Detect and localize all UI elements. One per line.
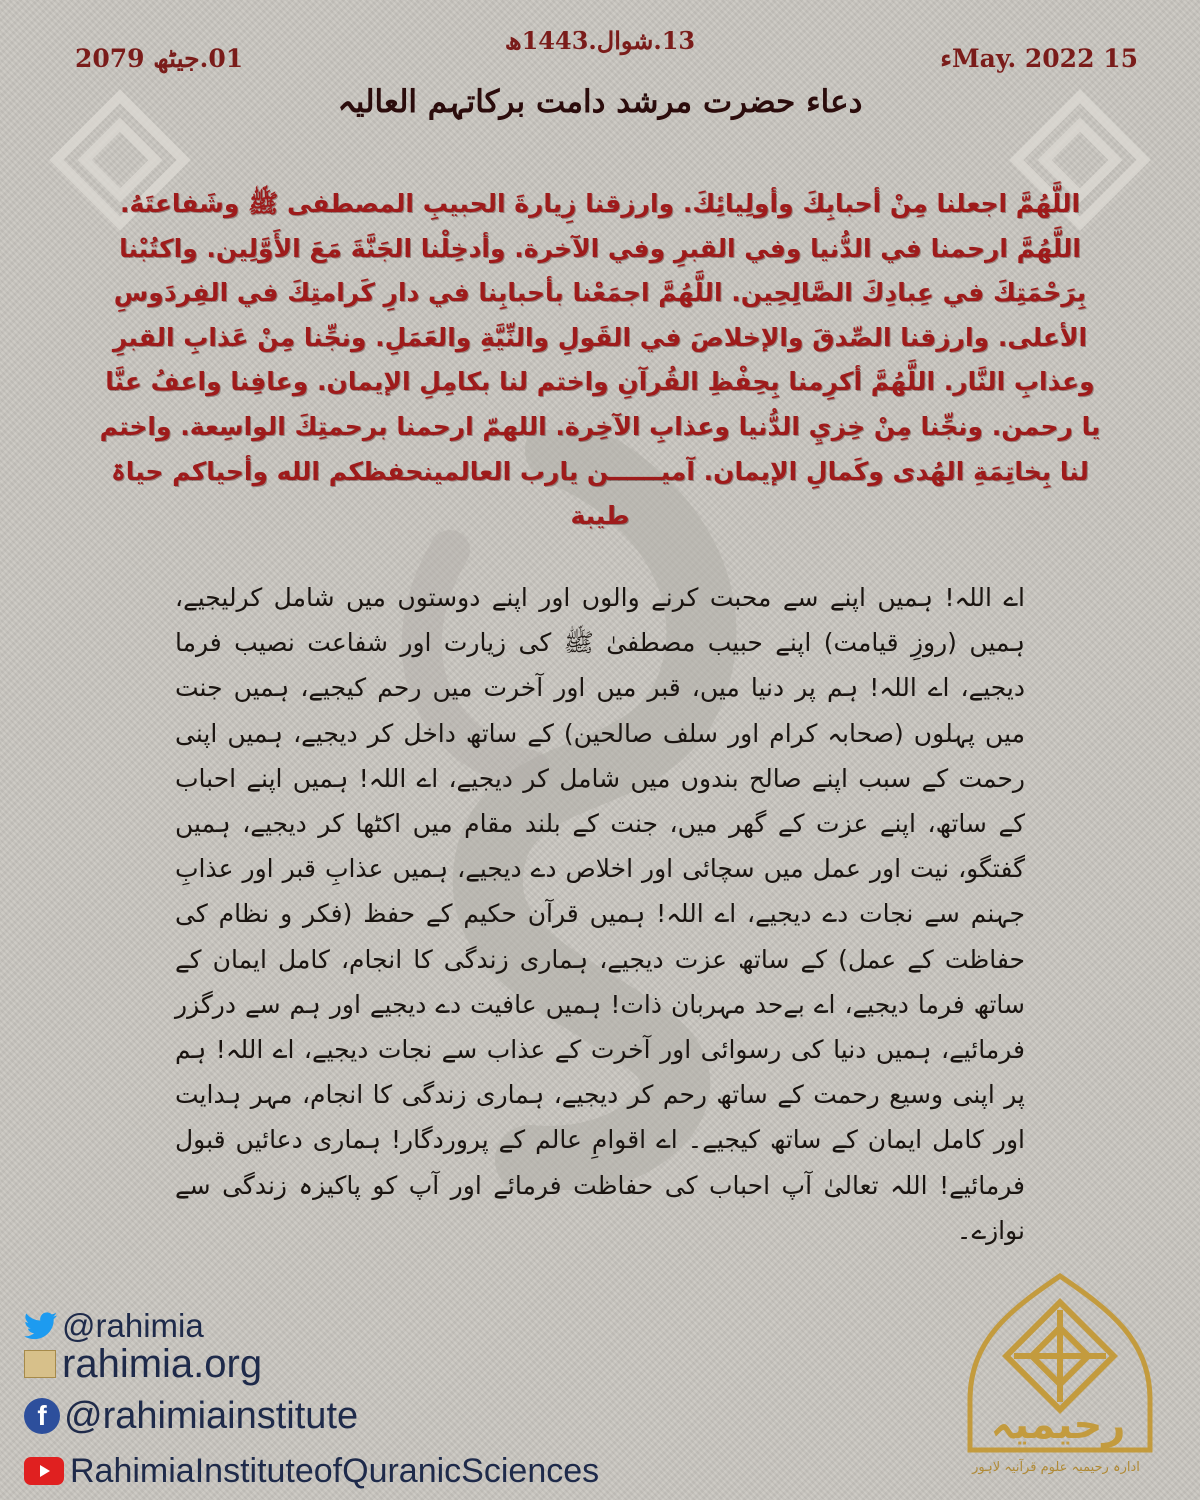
twitter-icon (24, 1312, 58, 1340)
website-link[interactable] (24, 1342, 644, 1386)
facebook-handle: @rahimiainstitute (64, 1394, 359, 1437)
youtube-link[interactable] (24, 1449, 644, 1493)
globe-icon (24, 1350, 56, 1378)
arabic-dua-text: اللَّهُمَّ اجعلنا مِنْ أحبابِكَ وأولِيائِكَ. وارزقنا زِيارةَ الحبيبِ المصطفى ﷺ وشَفاعتَهُ. اللَّهُمَّ ارحمنا في الدُّنيا وفي القبرِ وفي الآخرة. وأدخِلْنا الجَنَّةَ مَعَ الأَوَّلِين. واكتُبْنا بِرَحْمَتِكَ في عِبادِكَ الصَّالِحِين. اللَّهُمَّ اجمَعْنا بأحبابِنا في دارِ كَرامتِكَ في الفِردَوسِ الأعلى. وارزقنا الصِّدقَ والإخلاصَ في القَولِ والنِّيَّةِ والعَمَلِ. ونجِّنا مِنْ عَذابِ القبرِ وعذابِ النَّار. اللَّهُمَّ أكرِمنا بِحِفْظِ القُرآنِ واختم لنا بكامِلِ الإيمان. وعافِنا واعفُ عنَّا يا رحمن. ونجِّنا مِنْ خِزيِ الدُّنيا وعذابِ الآخِرة. اللهمّ ارحمنا برحمتِكَ الواسِعة. واختم لنا بِخاتِمَةِ الهُدى وكَمالِ الإيمان. آمیــــــن یارب العالمینحفظکم الله وأحیاکم حیاۃ طیبة (99, 189, 1101, 531)
facebook-link[interactable] (24, 1394, 644, 1438)
website-url: rahimia.org (62, 1341, 263, 1386)
logo-tagline: ادارہ رحیمیہ علوم قرآنیہ لاہور (972, 1460, 1140, 1475)
hijri-date: 13.شوال.1443ھ (504, 26, 696, 55)
gregorian-date: 15 May. 2022ء (940, 44, 1138, 73)
logo-name: رحیمیہ (990, 1402, 1126, 1448)
urdu-translation-text: اے اللہ! ہمیں اپنے سے محبت کرنے والوں اور اپنے دوستوں میں شامل کرلیجیے، ہمیں (روزِ قیامت) اپنے حبیب مصطفیٰ ﷺ کی زیارت اور شفاعت نصیب فرما دیجیے، اے اللہ! ہم پر دنیا میں، قبر میں اور آخرت میں رحم کیجیے، ہمیں جنت میں پہلوں (صحابہ کرام اور سلف صالحین) کے ساتھ داخل کر دیجیے، ہمیں اپنی رحمت کے سبب اپنے صالح بندوں میں شامل کر دیجیے، اے اللہ! ہمیں اپنے احباب کے ساتھ، اپنے عزت کے گھر میں، جنت کے بلند مقام میں اکٹھا کر دیجیے، ہمیں گفتگو، نیت اور عمل میں سچائی اور اخلاص دے دیجیے، ہمیں عذابِ قبر اور عذابِ جہنم سے نجات دے دیجیے، اے اللہ! ہمیں قرآن حکیم کے حفظ (فکر و نظام کی حفاظت کے عمل) کے ساتھ عزت دیجیے، ہماری زندگی کا انجام، کامل ایمان کے ساتھ فرما دیجیے، اے بےحد مہربان ذات! ہمیں عافیت دے دیجیے اور ہم سے درگزر فرمائیے، ہمیں دنیا کی رسوائی اور آخرت کے عذاب سے نجات دیجیے، اے اللہ! ہم پر اپنی وسیع رحمت کے ساتھ رحم کر دیجیے، ہماری زندگی کا انجام، مہر ہدایت اور کامل ایمان کے ساتھ کیجیے۔ اے اقوامِ عالم کے پروردگار! ہماری دعائیں قبول فرمائیے! اللہ تعالیٰ آپ احباب کی حفاظت فرمائے اور آپ کو پاکیزہ زندگی سے نوازے۔ (175, 583, 1025, 1245)
youtube-channel: RahimiaInstituteofQuranicSciences (70, 1451, 600, 1490)
facebook-icon: f (24, 1398, 60, 1434)
bikram-date: 01.جیٹھ 2079 (75, 44, 244, 73)
youtube-icon (24, 1457, 64, 1485)
page-title: دعاء حضرت مرشد دامت برکاتہم العالیہ (337, 84, 863, 120)
twitter-handle: @rahimia (62, 1307, 204, 1344)
rahimia-logo-emblem (960, 1270, 1160, 1492)
